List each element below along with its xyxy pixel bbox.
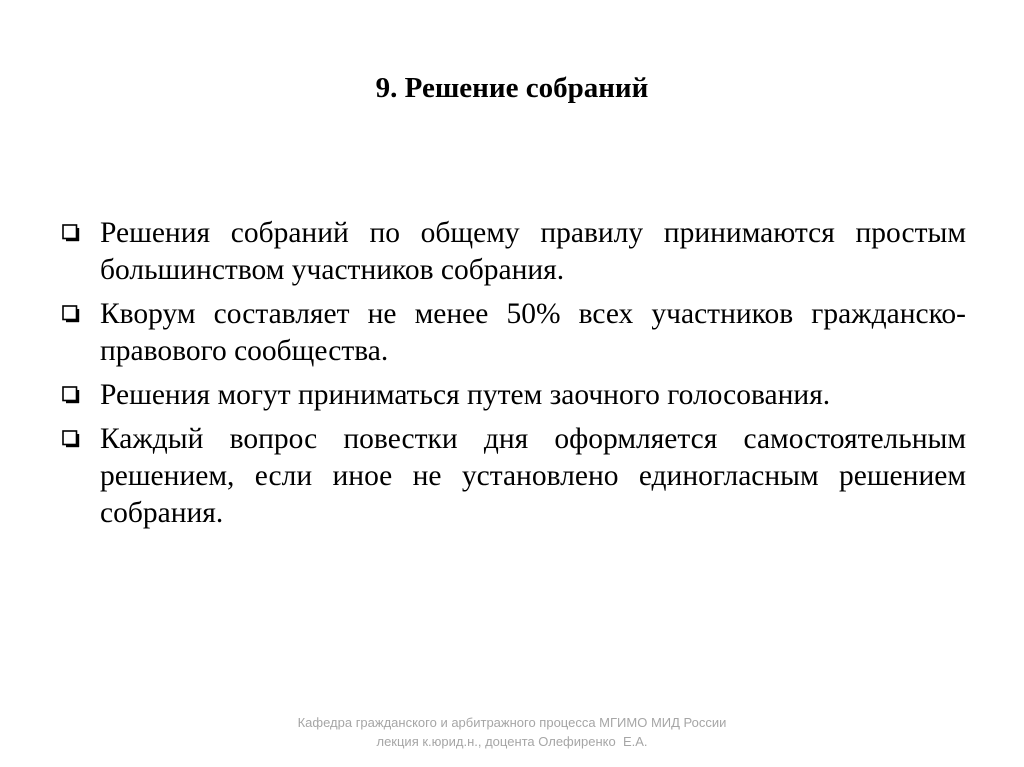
checkbox-icon <box>62 386 80 404</box>
slide-title: 9. Решение собраний <box>375 72 649 104</box>
bullet-item-1 <box>62 215 966 289</box>
bullet-item-4 <box>62 421 966 532</box>
bullet-text-1: Решения собраний по общему правилу принимаются простым большинством участников собрания. <box>100 217 966 286</box>
footer-line-department: Кафедра гражданского и арбитражного процесса МГИМО МИД России <box>297 715 727 730</box>
bullet-list <box>62 215 966 539</box>
slide-footer <box>0 713 1024 751</box>
bullet-text-4: Каждый вопрос повестки дня оформляется самостоятельным решением, если иное не установлено единогласным решением собрания. <box>100 423 966 529</box>
footer-line-lecturer: лекция к.юрид.н., доцента Олефиренко Е.А. <box>376 734 648 749</box>
bullet-text-2: Кворум составляет не менее 50% всех участников гражданско-правового сообщества. <box>100 298 966 367</box>
checkbox-icon <box>62 430 80 448</box>
bullet-item-2 <box>62 296 966 370</box>
checkbox-icon <box>62 224 80 242</box>
bullet-item-3 <box>62 377 966 414</box>
bullet-text-3: Решения могут приниматься путем заочного голосования. <box>100 379 831 411</box>
checkbox-icon <box>62 305 80 323</box>
